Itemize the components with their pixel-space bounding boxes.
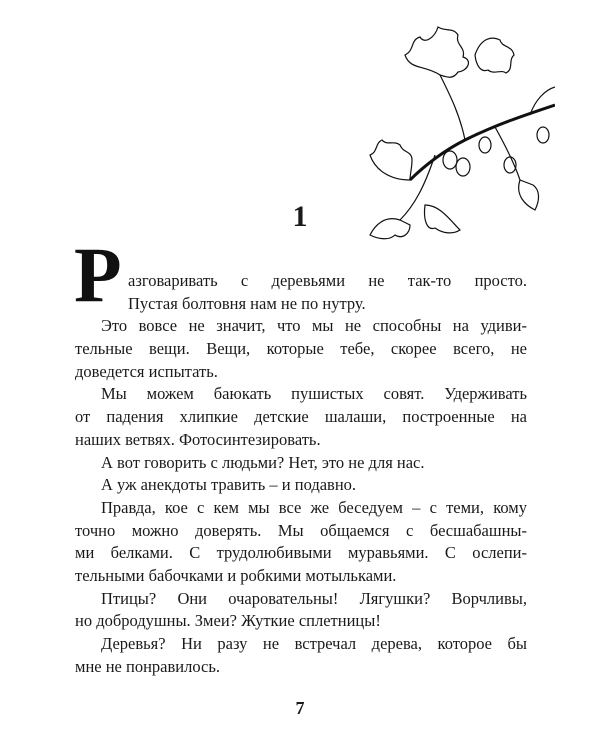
body-text <box>75 270 527 678</box>
text-line: А уж анекдоты травить – и подавно. <box>101 475 357 495</box>
chapter-number: 1 <box>292 200 308 233</box>
text-line: от падения хлипкие детские шалаши, построенные на <box>75 407 527 427</box>
text-line: Мы можем баюкать пушистых совят. Удерживать <box>101 384 527 404</box>
text-line: точно можно доверять. Мы общаемся с бесшабашны- <box>75 520 527 540</box>
text-line: Птицы? Они очаровательны! Лягушки? Ворчливы, <box>101 588 527 608</box>
text-line: азговаривать с деревьями не так-то просто. <box>128 271 527 290</box>
text-line: мне не понравилось. <box>75 656 220 676</box>
text-line: ми белками. С трудолюбивыми муравьями. С ослепи- <box>75 543 527 563</box>
text-line: Правда, кое с кем мы все же беседуем – с теми, кому <box>101 497 527 517</box>
text-line: тельными бабочками и робкими мотыльками. <box>75 565 397 585</box>
text-line: тельные вещи. Вещи, которые тебе, скорее всего, не <box>75 339 527 359</box>
text-line: Деревья? Ни разу не встречал дерева, которое бы <box>101 634 527 653</box>
text-line: А вот говорить с людьми? Нет, это не для нас. <box>101 452 425 472</box>
text-line: Это вовсе не значит, что мы не способны на удиви- <box>101 316 527 336</box>
drop-cap: Р <box>74 231 122 318</box>
page-number: 7 <box>295 698 305 718</box>
text-line: наших ветвях. Фотосинтезировать. <box>75 429 321 449</box>
text-line: доведется испытать. <box>75 361 218 381</box>
text-line: Пустая болтовня нам не по нутру. <box>128 293 366 313</box>
text-line: но добродушны. Змеи? Жуткие сплетницы! <box>75 611 381 631</box>
